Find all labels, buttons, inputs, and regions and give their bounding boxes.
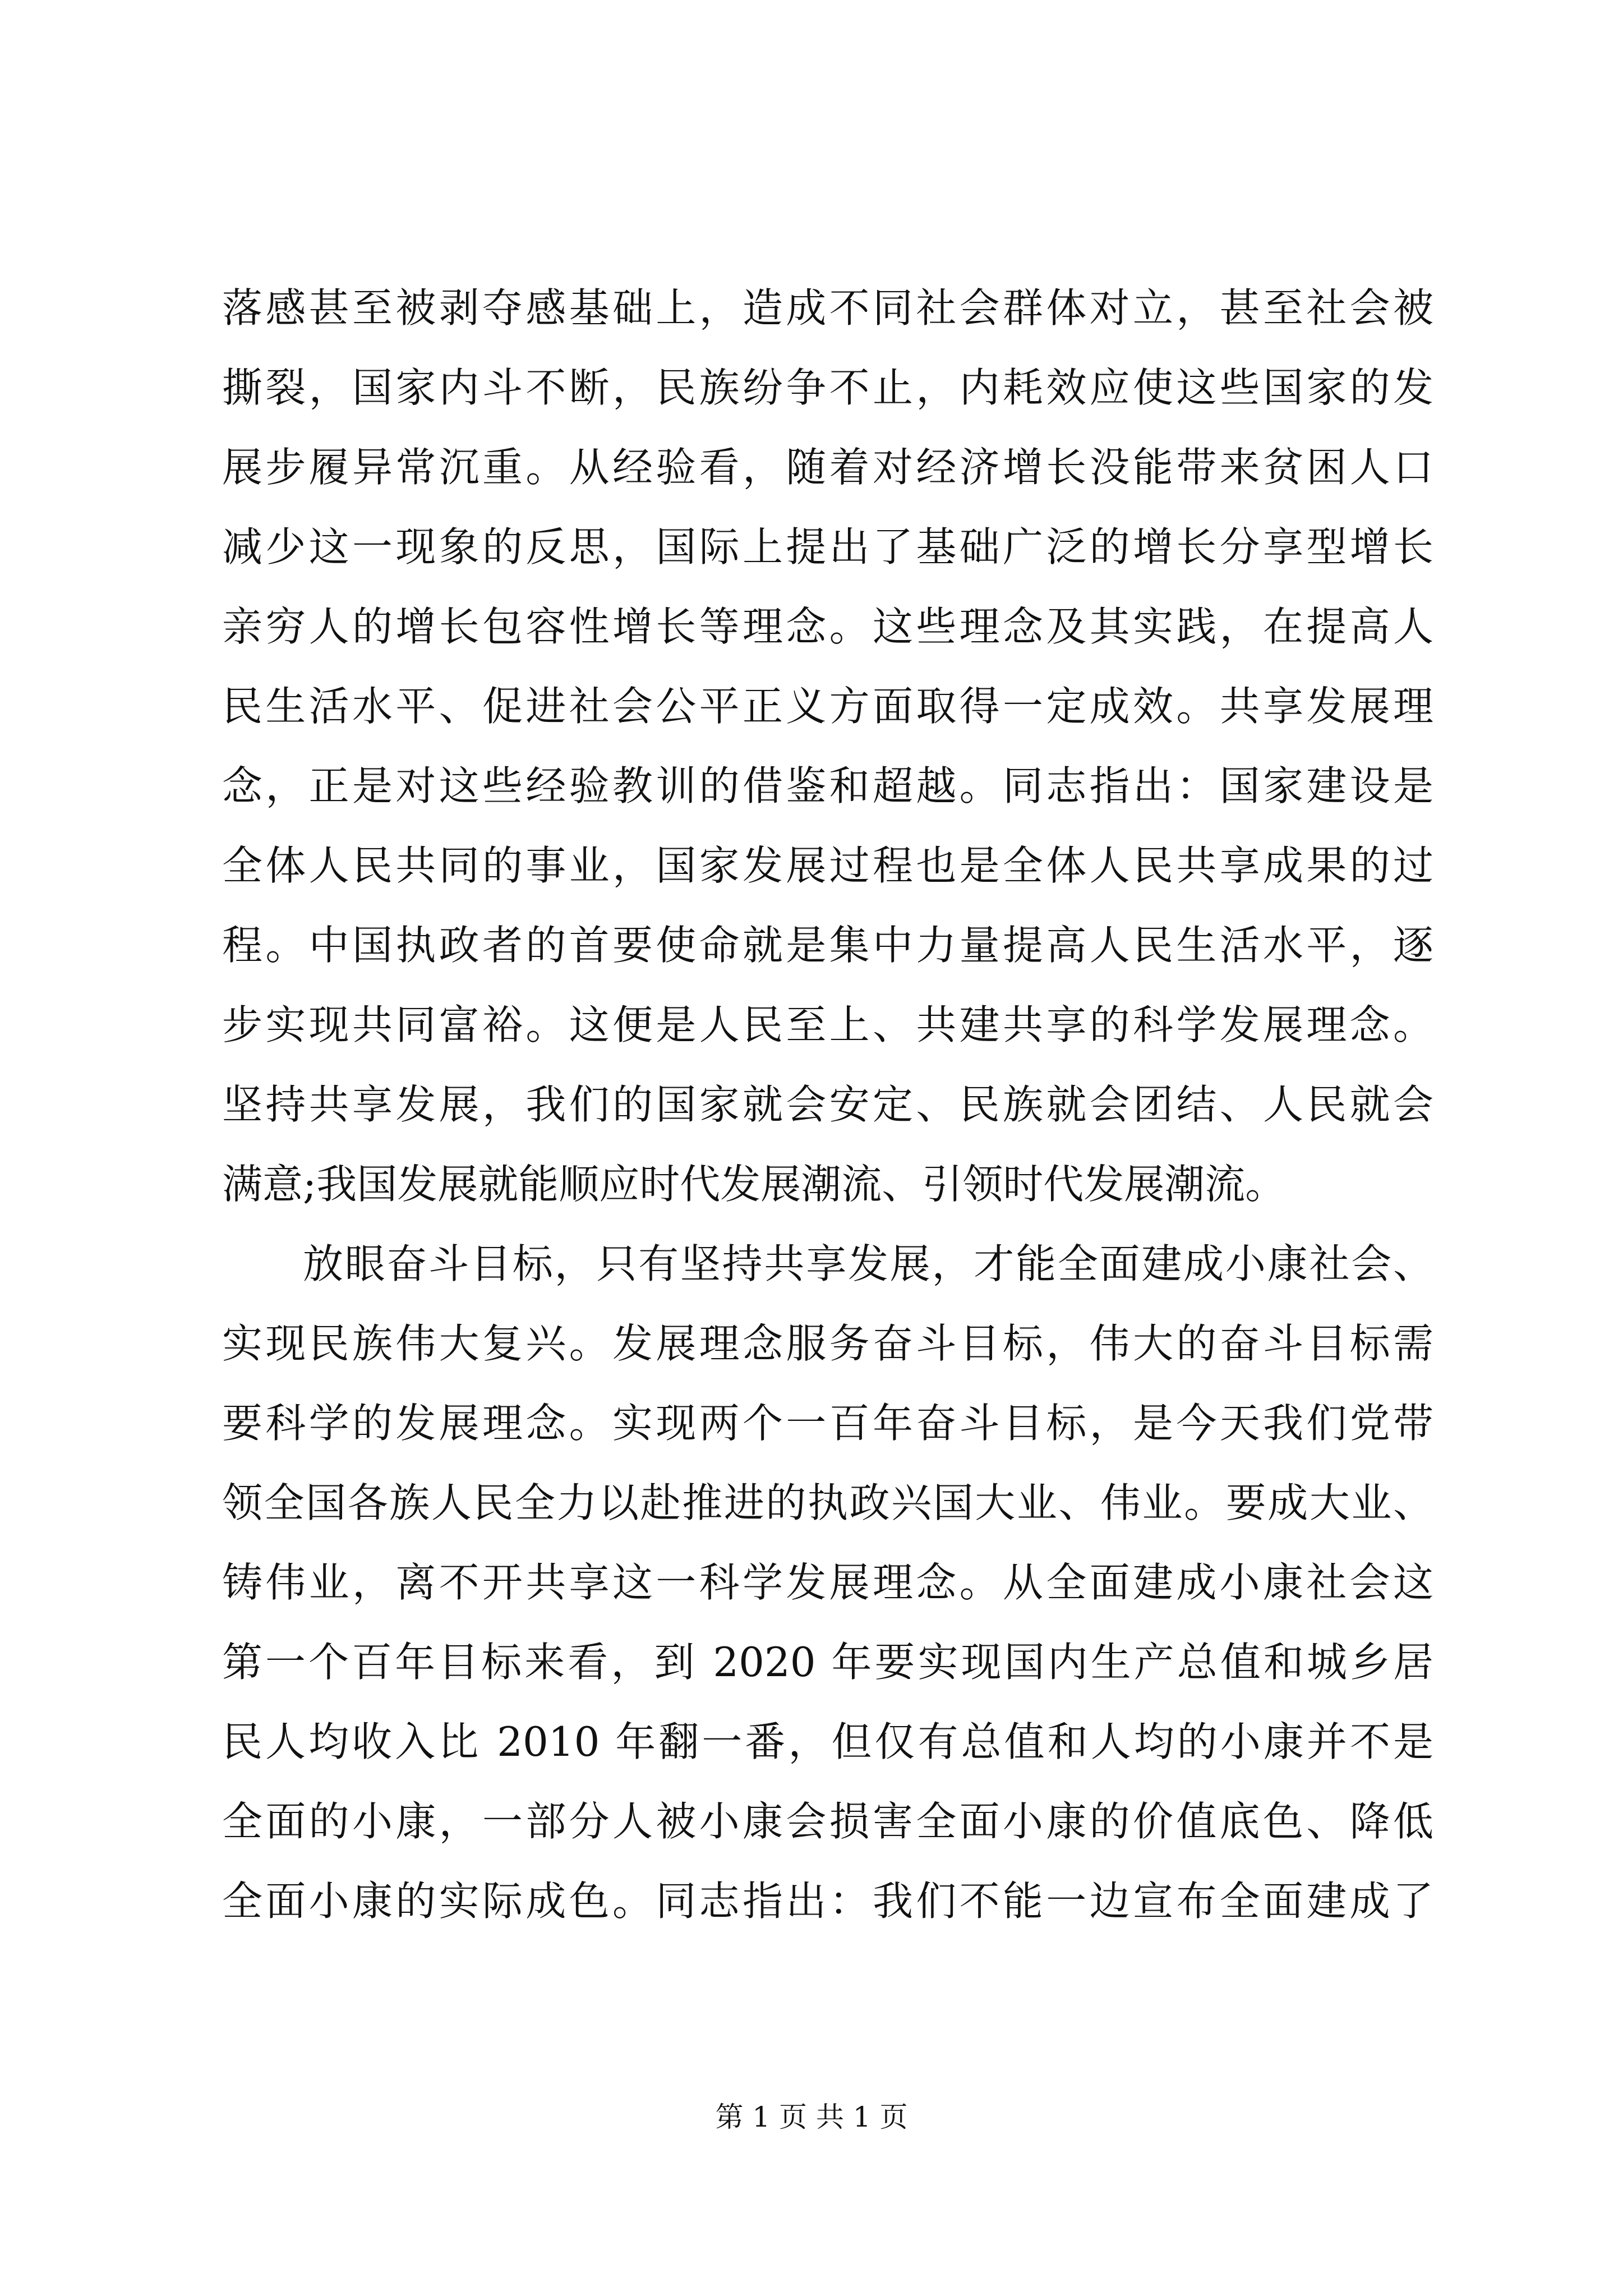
text-line: 减少这一现象的反思，国际上提出了基础广泛的增长分享型增长 <box>222 523 1433 570</box>
text-line: 放眼奋斗目标，只有坚持共享发展，才能全面建成小康社会、 <box>303 1240 1433 1287</box>
text-line: 展步履异常沉重。从经验看，随着对经济增长没能带来贫困人口 <box>222 444 1433 491</box>
text-line: 领全国各族人民全力以赴推进的执政兴国大业、伟业。要成大业、 <box>222 1479 1433 1526</box>
text-line: 坚持共享发展，我们的国家就会安定、民族就会团结、人民就会 <box>222 1081 1433 1128</box>
text-line: 撕裂，国家内斗不断，民族纷争不止，内耗效应使这些国家的发 <box>222 364 1433 411</box>
page-number-footer: 第 1 页 共 1 页 <box>715 2101 908 2133</box>
text-line: 亲穷人的增长包容性增长等理念。这些理念及其实践，在提高人 <box>222 603 1433 650</box>
body-text <box>222 268 1433 1941</box>
text-line: 满意;我国发展就能顺应时代发展潮流、引领时代发展潮流。 <box>222 1161 1286 1208</box>
text-line: 全面小康的实际成色。同志指出：我们不能一边宣布全面建成了 <box>222 1878 1433 1925</box>
text-line: 要科学的发展理念。实现两个一百年奋斗目标，是今天我们党带 <box>222 1400 1433 1447</box>
text-line: 民人均收入比 2010 年翻一番，但仅有总值和人均的小康并不是 <box>222 1718 1433 1765</box>
text-line: 念，正是对这些经验教训的借鉴和超越。同志指出：国家建设是 <box>222 762 1433 809</box>
text-line: 民生活水平、促进社会公平正义方面取得一定成效。共享发展理 <box>222 683 1433 730</box>
text-line: 程。中国执政者的首要使命就是集中力量提高人民生活水平，逐 <box>222 922 1433 969</box>
text-line: 全体人民共同的事业，国家发展过程也是全体人民共享成果的过 <box>222 842 1433 889</box>
text-line: 实现民族伟大复兴。发展理念服务奋斗目标，伟大的奋斗目标需 <box>222 1320 1433 1367</box>
text-line: 铸伟业，离不开共享这一科学发展理念。从全面建成小康社会这 <box>222 1559 1433 1606</box>
text-line: 全面的小康，一部分人被小康会损害全面小康的价值底色、降低 <box>222 1798 1433 1845</box>
text-line: 落感甚至被剥夺感基础上，造成不同社会群体对立，甚至社会被 <box>222 284 1433 332</box>
text-line: 步实现共同富裕。这便是人民至上、共建共享的科学发展理念。 <box>222 1001 1433 1048</box>
text-line: 第一个百年目标来看，到 2020 年要实现国内生产总值和城乡居 <box>222 1639 1433 1686</box>
